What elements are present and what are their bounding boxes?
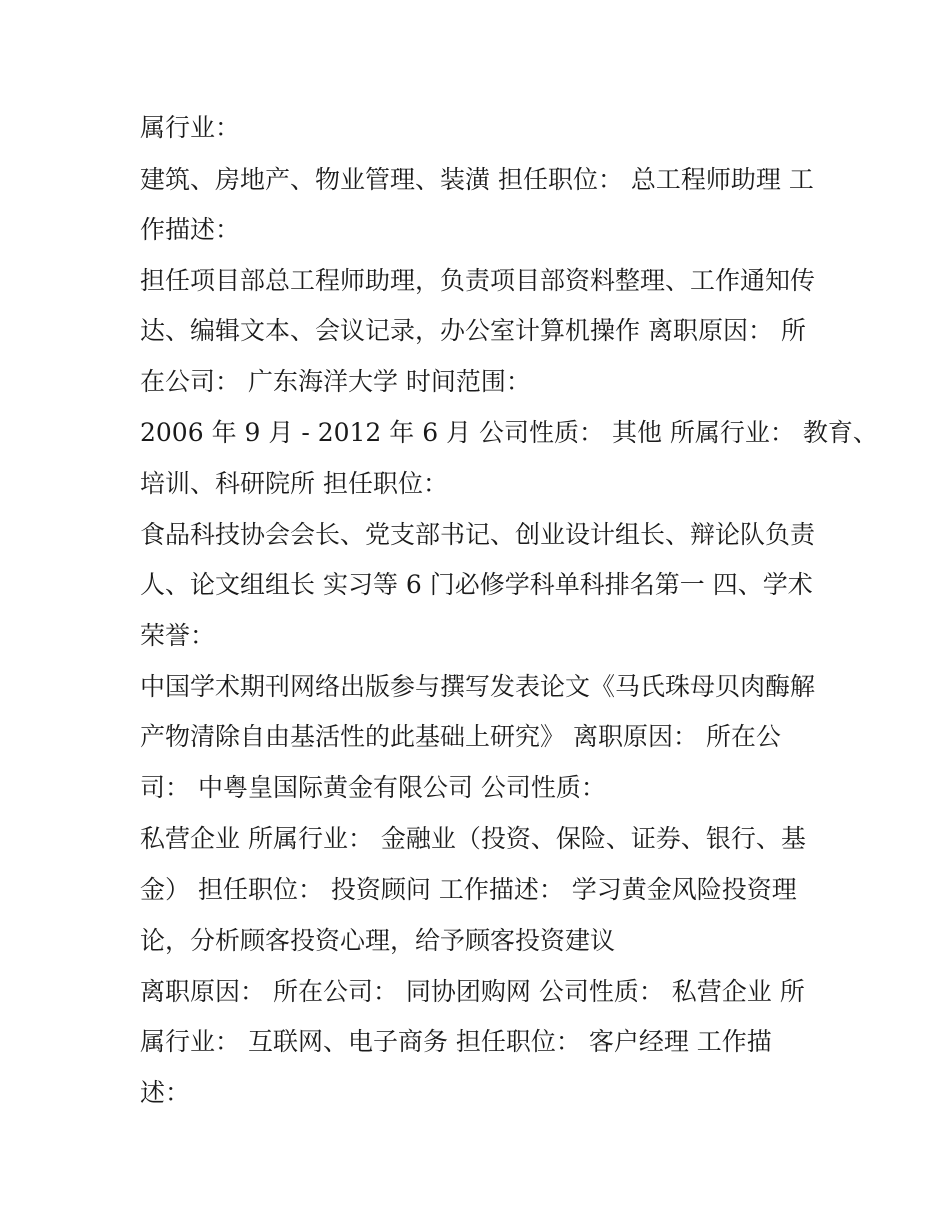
text-line: 食品科技协会会长、党支部书记、创业设计组长、辩论队负责 xyxy=(140,520,816,549)
text-line: 人、论文组组长 实习等 6 门必修学科单科排名第一 四、学术 xyxy=(140,570,813,599)
text-line: 建筑、房地产、物业管理、装潢 担任职位： 总工程师助理 工 xyxy=(140,165,814,194)
text-line: 私营企业 所属行业： 金融业（投资、保险、证券、银行、基 xyxy=(140,824,806,853)
text-line: 属行业： xyxy=(140,113,241,142)
text-line: 培训、科研院所 担任职位： xyxy=(140,469,448,498)
text-line: 荣誉： xyxy=(140,621,216,650)
text-line: 论，分析顾客投资心理，给予顾客投资建议 xyxy=(140,926,616,955)
text-line: 担任项目部总工程师助理，负责项目部资料整理、工作通知传 xyxy=(140,266,816,295)
text-line: 在公司： 广东海洋大学 时间范围： xyxy=(140,367,531,396)
text-line: 述： xyxy=(140,1078,191,1107)
text-line: 司： 中粤皇国际黄金有限公司 公司性质： xyxy=(140,773,606,802)
text-line: 离职原因： 所在公司： 同协团购网 公司性质： 私营企业 所 xyxy=(140,977,805,1006)
text-line: 作描述： xyxy=(140,215,241,244)
text-line: 2006 年 9 月 - 2012 年 6 月 公司性质： 其他 所属行业： 教育、 xyxy=(140,418,878,447)
text-line: 达、编辑文本、会议记录，办公室计算机操作 离职原因： 所 xyxy=(140,316,806,345)
text-line: 中国学术期刊网络出版参与撰写发表论文《马氏珠母贝肉酶解 xyxy=(140,672,816,701)
text-line: 属行业： 互联网、电子商务 担任职位： 客户经理 工作描 xyxy=(140,1027,772,1056)
text-line: 产物清除自由基活性的此基础上研究》 离职原因： 所在公 xyxy=(140,722,781,751)
text-line: 金） 担任职位： 投资顾问 工作描述： 学习黄金风险投资理 xyxy=(140,875,797,904)
